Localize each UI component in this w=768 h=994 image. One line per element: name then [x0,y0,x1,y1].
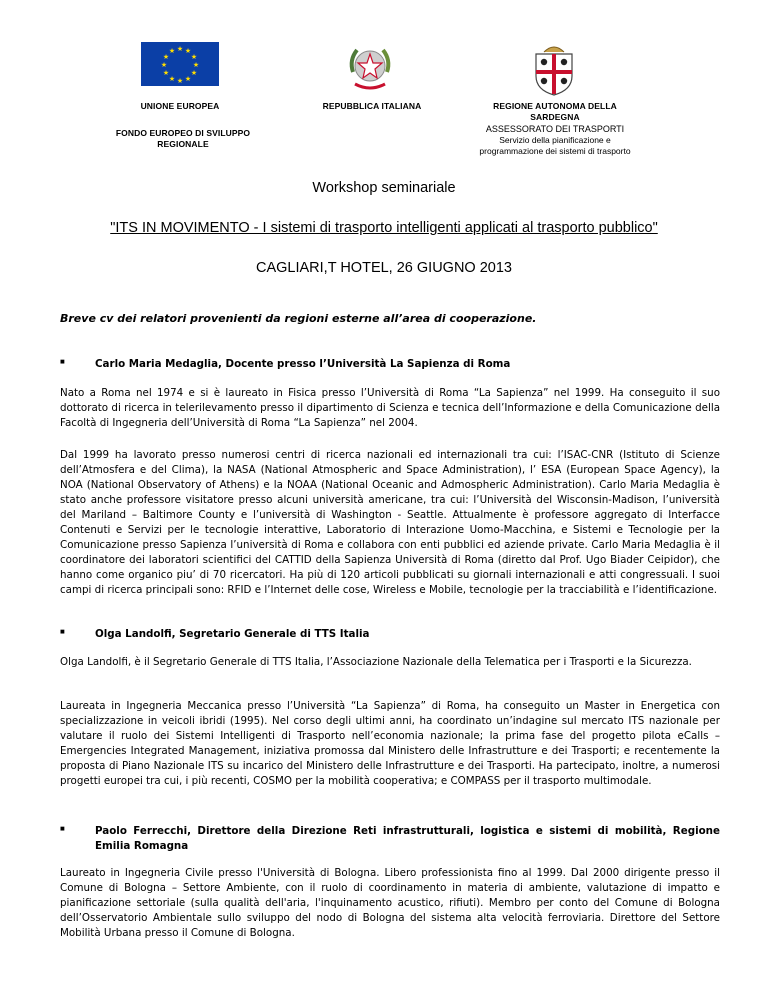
svg-text:★: ★ [168,47,176,55]
svg-text:★: ★ [176,77,184,85]
region-service-line1: Servizio della pianificazione e [499,135,611,145]
region-department: ASSESSORATO DEI TRASPORTI [485,124,625,134]
svg-text:★: ★ [162,53,170,61]
svg-text:★: ★ [190,53,198,61]
svg-text:★: ★ [168,75,176,83]
italian-republic-emblem [345,42,395,94]
region-service-line2: programmazione dei sistemi di trasporto [479,146,631,156]
svg-text:★: ★ [190,69,198,77]
speaker-heading-3 [60,824,720,854]
eu-name: UNIONE EUROPEA [140,101,220,111]
speaker-paragraph: Olga Landolfi, è il Segretario Generale di TTS Italia, l’Associazione Nazionale della Telematica per i Trasporti e la Sicurezza. [60,656,692,668]
speaker-paragraph: Laureato in Ingegneria Civile presso l'Università di Bologna. Libero professionista fino al 1999. Dal 2000 dirigente presso il Comune di Bologna – Settore Ambiente, con il ruolo di coordinamento in materia di ambiente, valutazione di impatto e pianificazione settoriale (sulla qualità dell'aria, l'inquinamento acustico, rifiuti). Membro per conto del Comune di Bologna dell’Osservatorio Ambientale sullo sviluppo del nodo di Bologna del sistema alta velocità ferroviaria. Direttore del Settore Mobilità Urbana presso il Comune di Bologna. [60,867,720,939]
italy-name: REPUBBLICA ITALIANA [322,101,422,111]
event-title: "ITS IN MOVIMENTO - I sistemi di trasporto intelligenti applicati al trasporto pubblico" [110,220,658,236]
speaker-heading-1 [60,357,720,372]
svg-text:★: ★ [184,47,192,55]
speaker-heading-2 [60,627,720,642]
speaker-name: Paolo Ferrecchi, Direttore della Direzione Reti infrastrutturali, logistica e sistemi di mobilità, Regione Emilia Romagna [95,825,720,852]
bullet-square-icon: ■ [60,627,65,636]
svg-text:★: ★ [162,69,170,77]
speaker-paragraph: Dal 1999 ha lavorato presso numerosi centri di ricerca nazionali ed internazionali tra cui: l’ISAC-CNR (Istituto di Scienze dell’Atmosfera e del Clima), la NASA (National Atmospheric and Space Administration), l’ ESA (European Space Agency), la NOA (National Observatory of Athens) e la NOAA (National Oceanic and Admospheric Administration). Carlo Maria Medaglia è stato anche professore visitatore presso alcuni università americane, tra cui: l’Università del Wisconsin-Madison, l’università del Mariland – Baltimore County e l’università di Washington - Seattle. Attualmente è professore aggregato di Interfacce Contenuti e Servizi per le tecnologie interattive, Laboratorio di Interazione Uomo-Macchina, e Sistemi e Tecnologie per la Comunicazione presso Sapienza l’università di Roma e collabora con enti pubblici ed aziende private. Carlo Maria Medaglia è il coordinatore dei laboratori scientifici del CATTID della Sapienza Università di Roma (diretto dal Prof. Ugo Biader Ceipidor), che hanno come organico piu’ di 70 ricercatori. Ha più di 120 articoli pubblicati su giornali internazionali e atti congressuali. I suoi campi di ricerca principali sono: RFID e l’Internet delle cose, Wireless e Mobile, tecnologie per la tracciabilità e l’identificazione. [60,449,720,596]
region-name-line1: REGIONE AUTONOMA DELLA [493,101,617,111]
event-kind: Workshop seminariale [312,180,456,196]
svg-text:★: ★ [176,45,184,53]
bullet-square-icon: ■ [60,357,65,366]
eu-fund-name: FONDO EUROPEO DI SVILUPPO REGIONALE [115,128,251,149]
sardegna-coat-of-arms [530,42,578,96]
bullet-square-icon: ■ [60,824,65,833]
speaker-paragraph: Nato a Roma nel 1974 e si è laureato in Fisica presso l’Università di Roma “La Sapienza” nel 1999. Ha conseguito il suo dottorato di ricerca in telerilevamento presso il dipartimento di Scienza e tecnica dell’Informazione e della Comunicazione della Facoltà di Ingegneria dell’Università di Roma “La Sapienza” nel 2004. [60,387,720,429]
svg-text:★: ★ [184,75,192,83]
region-name-line2: SARDEGNA [530,112,580,122]
region-block [455,101,655,157]
intro-heading: Breve cv dei relatori provenienti da regioni esterne all’area di cooperazione. [60,312,537,325]
event-place-date: CAGLIARI,T HOTEL, 26 GIUGNO 2013 [256,260,512,276]
svg-text:★: ★ [160,61,168,69]
speaker-name: Carlo Maria Medaglia, Docente presso l’Università La Sapienza di Roma [95,358,511,370]
speaker-paragraph: Laureata in Ingegneria Meccanica presso l’Università “La Sapienza” di Roma, ha conseguito un Master in Energetica con specializzazione in veicoli ibridi (1995). Nel corso degli ultimi anni, ha coordinato un’indagine sul mercato ITS nazionale per valutare il ruolo dei Sistemi Intelligenti di Trasporto nell’economia nazionale; la prima fase del progetto pilota eCalls – Emergencies Integrated Management, iniziativa promossa dal Ministero delle Infrastrutture e dei Trasporti; e recentemente la proposta di Piano Nazionale ITS su incarico del Ministero delle Infrastrutture e dei Trasporti. Ha partecipato, inoltre, a numerosi progetti europei tra cui, i più recenti, COSMO per la mobilità cooperativa; e COMPASS per il trasporto multimodale. [60,700,720,787]
svg-text:★: ★ [192,61,200,69]
speaker-name: Olga Landolfi, Segretario Generale di TTS Italia [95,628,370,640]
eu-flag-logo [141,42,219,86]
